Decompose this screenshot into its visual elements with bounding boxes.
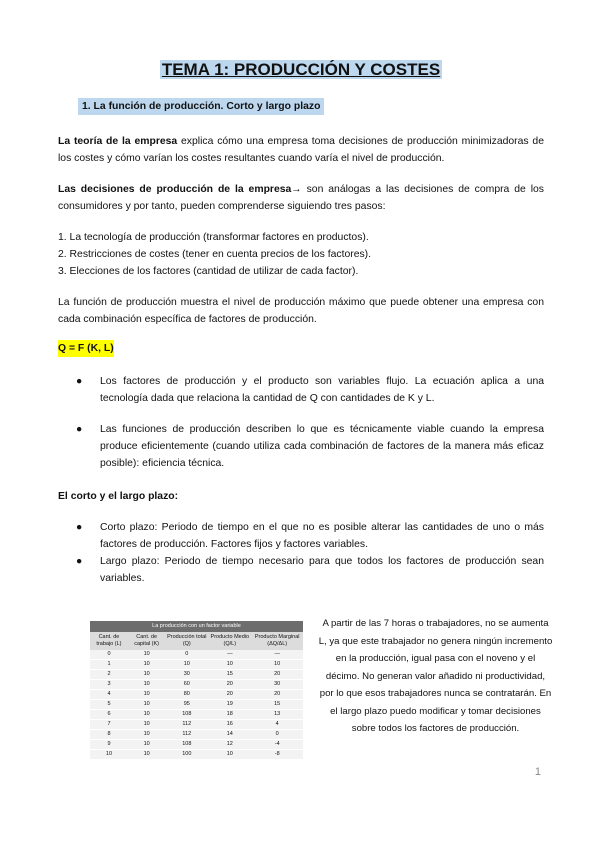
production-table [90,621,303,760]
column-header: Producción total (Q) [165,632,208,650]
subheading: El corto y el largo plazo: [58,491,179,502]
paragraph-decisiones [58,181,544,215]
table-row [90,730,303,740]
table-cell: 10 [90,750,128,760]
paragraph-teoria [58,133,544,167]
bullet-icon: ● [76,424,83,435]
table-row [90,670,303,680]
table-cell: 20 [208,690,251,700]
table-cell: 4 [251,720,303,730]
table-cell: 14 [208,730,251,740]
section-heading: 1. La función de producción. Corto y largo plazo [78,98,324,115]
title-text: TEMA 1: PRODUCCIÓN Y COSTES [161,60,441,79]
column-header: Producto Medio (Q/L) [208,632,251,650]
table-cell: 4 [90,690,128,700]
bullet-item [78,421,544,472]
title [58,58,544,82]
table-row [90,720,303,730]
table-cell: 19 [208,700,251,710]
table-cell: 8 [90,730,128,740]
table-row [90,740,303,750]
table-cell: 10 [128,690,165,700]
table-cell: 2 [90,670,128,680]
table-cell: 10 [128,710,165,720]
column-header: Cant. de capital (K) [128,632,165,650]
table-cell: 10 [208,750,251,760]
table-cell: 100 [165,750,208,760]
table-cell: 0 [165,650,208,660]
step: 2. Restricciones de costes (tener en cuenta precios de los factores). [58,249,372,260]
formula: Q = F (K, L) [58,340,114,357]
table-cell: 3 [90,680,128,690]
step: 1. La tecnología de producción (transformar factores en productos). [58,232,369,243]
table-cell: 15 [251,700,303,710]
table-cell: 10 [128,660,165,670]
table-cell: 10 [128,670,165,680]
table-cell: 80 [165,690,208,700]
table-cell: 20 [251,670,303,680]
step: 3. Elecciones de los factores (cantidad de utilizar de cada factor). [58,266,359,277]
text: explica cómo una empresa toma decisiones de producción minimizadoras de los costes y cómo varían los costes resultantes cuando varía el nivel de producción. [58,136,544,164]
table-cell: -8 [251,750,303,760]
table-cell: 95 [165,700,208,710]
bullet-text: Largo plazo: Periodo de tiempo necesario para que todos los factores de producción sean variables. [100,556,544,584]
table-row [90,750,303,760]
steps-list [58,229,544,280]
table-cell: 1 [90,660,128,670]
table-cell: -4 [251,740,303,750]
bullet-item [78,519,544,553]
table-row [90,680,303,690]
table-cell: 10 [128,730,165,740]
table-cell: 15 [208,670,251,680]
table-cell: — [251,650,303,660]
table-cell: 10 [128,700,165,710]
table-cell: 7 [90,720,128,730]
table-cell: 13 [251,710,303,720]
table-cell: 108 [165,710,208,720]
bullet-item [78,373,544,407]
page-number: 1 [534,766,541,778]
table-cell: 60 [165,680,208,690]
table-cell: 10 [128,750,165,760]
table-cell: 16 [208,720,251,730]
table-cell: — [208,650,251,660]
bold-term: La teoría de la empresa [58,136,178,147]
table-cell: 18 [208,710,251,720]
table-cell: 112 [165,730,208,740]
table-and-note [58,615,553,760]
table-cell: 6 [90,710,128,720]
section-heading-row [58,98,544,115]
table-cell: 112 [165,720,208,730]
table-row [90,700,303,710]
bullet-text: Los factores de producción y el producto son variables flujo. La ecuación aplica a una tecnología dada que relaciona la cantidad de Q con cantidades de K y L. [100,376,544,404]
table-cell: 10 [165,660,208,670]
bullet-item [78,553,544,587]
header-row [90,632,303,650]
table-row [90,650,303,660]
paragraph-funcion: La función de producción muestra el nivel de producción máximo que puede obtener una empresa con cada combinación específica de factores de producción. [58,297,544,325]
table-cell: 0 [90,650,128,660]
table-cell: 10 [128,650,165,660]
table-cell: 9 [90,740,128,750]
table-cell: 10 [251,660,303,670]
table-cell: 0 [251,730,303,740]
text: → son análogas a las decisiones de compra de los consumidores y por tanto, pueden comprenderse siguiendo tres pasos: [58,184,544,212]
table-cell: 10 [128,680,165,690]
bullet-icon: ● [76,556,83,567]
bullet-text: Corto plazo: Periodo de tiempo en el que no es posible alterar las cantidades de uno o más factores de producción. Factores fijos y factores variables. [100,522,544,550]
table-cell: 10 [208,660,251,670]
table-cell: 12 [208,740,251,750]
bullet-icon: ● [76,376,83,387]
table-row [90,690,303,700]
formula-row [58,328,544,357]
bullet-icon: ● [76,522,83,533]
table-cell: 10 [128,720,165,730]
table-cell: 10 [128,740,165,750]
table-cell: 108 [165,740,208,750]
column-header: Cant. de trabajo (L) [90,632,128,650]
table-cell: 20 [251,690,303,700]
table-cell: 30 [251,680,303,690]
bullet-text: Las funciones de producción describen lo que es técnicamente viable cuando la empresa produce eficientemente (cuando utiliza cada combinación de factores de la manera más eficaz posible): eficiencia técnica. [100,424,544,469]
bold-term: Las decisiones de producción de la empresa [58,184,292,195]
table-cell: 20 [208,680,251,690]
table-cell: 30 [165,670,208,680]
table-caption: La producción con un factor variable [90,621,303,632]
side-note: A partir de las 7 horas o trabajadores, no se aumenta L, ya que este trabajador no genera ningún incremento en la producción, igual pasa con el noveno y el décimo. No generan valor añadido ni productividad, por lo que esos trabajadores nunca se contratarán. En el largo plazo puedo modificar y tomar decisiones sobre todos los factores de producción. [318,618,553,734]
table-row [90,710,303,720]
table-cell: 5 [90,700,128,710]
table-row [90,660,303,670]
column-header: Producto Marginal (ΔQ/ΔL) [251,632,303,650]
